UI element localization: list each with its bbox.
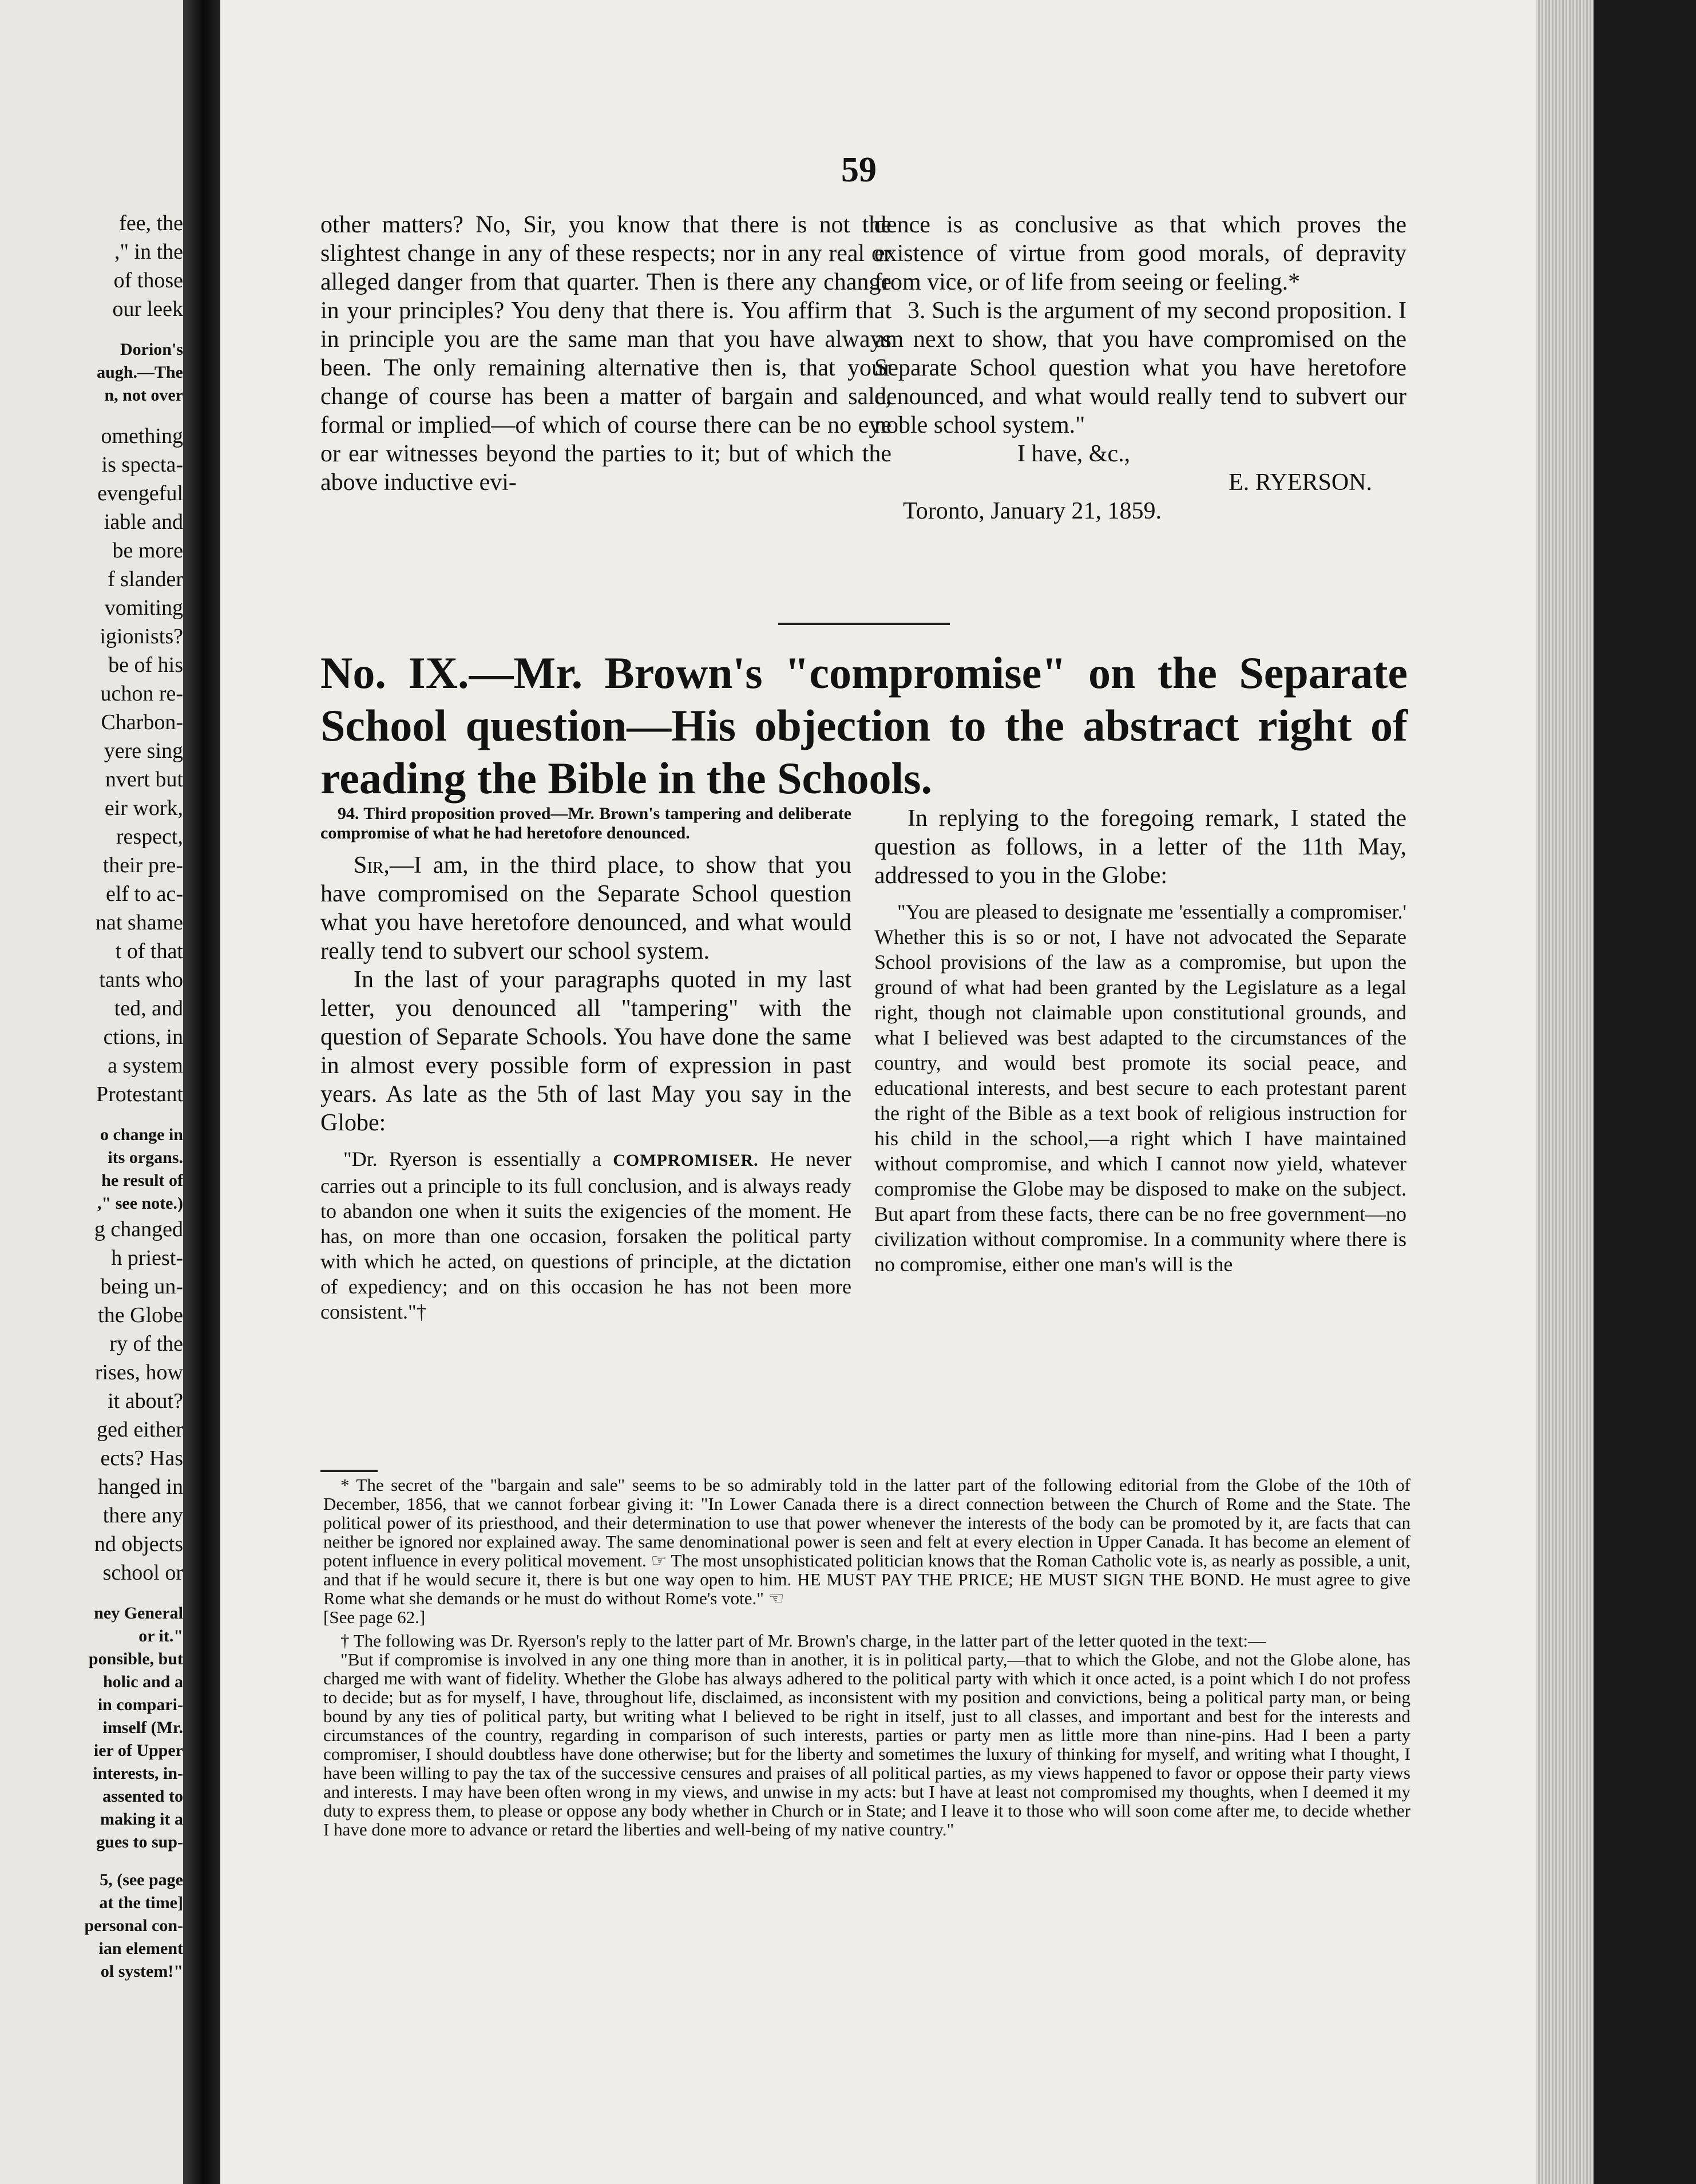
left-page-fragment: or it." <box>138 1627 183 1645</box>
left-page-fragment <box>0 1587 183 1602</box>
left-page-fragment: our leek <box>112 297 183 321</box>
left-page-fragment: ian element <box>98 1939 183 1958</box>
left-page-fragment: augh.—The <box>97 363 183 382</box>
left-page-fragment: ects? Has <box>100 1446 183 1470</box>
left-page-fragment: eir work, <box>104 796 183 820</box>
left-page-fragment: tants who <box>99 968 183 992</box>
left-page-fragment: assented to <box>102 1787 183 1806</box>
left-page-fragment: ry of the <box>109 1332 183 1356</box>
left-page-fragment: ged either <box>97 1418 183 1442</box>
globe-quote-start: "Dr. Ryerson is essentially a <box>343 1148 601 1170</box>
left-page-fragment: ," see note.) <box>97 1194 183 1213</box>
left-page-fragment: Protestant <box>96 1082 183 1106</box>
footnote-2-quote: "But if compromise is involved in any one thing more than in another, it is in political party,—that to which the Globe, and not the Globe alone, has charged me with want of fidelity. Whether the Globe has always adhered to the political party with which it once acted, is a point which I do not profess to decide; but as for myself, I have, throughout life, disclaimed, as inconsistent with my position and convictions, being a political party man, or being bound by any ties of political party, but writing what I believed to be right in itself, just to all classes, and important and best for the interests and circumstances of the country, regarding in comparison of such interests, parties or party men as little more than nine-pins. Had I been a party compromiser, I should doubtless have done otherwise; but for the liberty and sometimes the luxury of thinking for myself, and writing what I thought, I have been willing to pay the tax of the successive censures and praises of all political parties, as my views happened to favor or oppose their party views and interests. I may have been often wrong in my views, and unwise in my acts: but I have at least not compromised my thoughts, when I deemed it my duty to express them, to please or oppose any body whether in Church or in State; and I leave it to those who will soon come after me, to decide whether I have done more to advance or retard the liberties and well-being of my native country." <box>323 1649 1410 1839</box>
left-page-fragment: h priest- <box>111 1246 183 1270</box>
left-page-fragment <box>0 1109 183 1123</box>
reply-paragraph: In replying to the foregoing remark, I stated the question as follows, in a letter of the 11th May, addressed to you in the Globe: <box>874 805 1406 889</box>
closing: I have, &c., <box>1017 441 1131 467</box>
left-page-fragment: it about? <box>108 1389 183 1413</box>
top-right-paragraph-2: 3. Such is the argument of my second proposition. I am next to show, that you have compromised on the Separate School question what you have heretofore denounced, and what would really tend to subvert our noble school system." <box>874 298 1406 438</box>
compromiser-word: COMPROMISER. <box>613 1151 759 1170</box>
left-page-fragment: a system <box>108 1054 183 1078</box>
bottom-right-column <box>874 804 1406 1277</box>
left-page-fragment: iable and <box>104 510 183 534</box>
footnote-2: † The following was Dr. Ryerson's reply to the latter part of Mr. Brown's charge, in the latter part of the letter quoted in the text:— <box>340 1631 1266 1651</box>
left-page-fragment: at the time] <box>99 1893 183 1912</box>
left-page-fragment: rises, how <box>94 1360 183 1384</box>
left-page-fragment: nd objects <box>94 1532 183 1556</box>
left-page-fragment: 5, (see page <box>100 1870 183 1889</box>
left-page-fragment: hanged in <box>98 1475 183 1499</box>
left-page-fragment: uchon re- <box>100 682 183 706</box>
footnote-1: * The secret of the "bargain and sale" seems to be so admirably told in the latter part of the following editorial from the Globe of the 10th of December, 1856, that we cannot forbear giving it: "In Lower Canada there is a direct connection between the Church of Rome and the State. The political power of its priesthood, and their determination to use that power whenever the interests of the body can be promoted by it, are facts that can neither be ignored nor explained away. The same denominational power is seen and felt at every election in Upper Canada. It has become an element of potent influence in every political movement. ☞ The most unsophisticated politician knows that the Roman Catholic vote is, as nearly as possible, a unit, and that if he would secure it, there is but one way open to him. HE MUST PAY THE PRICE; HE MUST SIGN THE BOND. He must agree to give Rome what she demands or he must do without Rome's vote." ☜ <box>323 1475 1410 1608</box>
left-page-fragment: vomiting <box>104 596 183 620</box>
paragraph-1: —I am, in the third place, to show that you have compromised on the Separate School question what you have heretofore denounced, and what would really tend to subvert our school system. <box>320 852 851 964</box>
left-page-fragment: is specta- <box>101 453 183 477</box>
left-page-fragment: ted, and <box>114 996 183 1020</box>
left-page-fragment: ponsible, but <box>88 1649 183 1668</box>
left-page-fragment: imself (Mr. <box>102 1718 183 1737</box>
left-page-fragment: of those <box>113 268 183 292</box>
left-page-fragment: ctions, in <box>103 1025 183 1049</box>
bottom-left-column <box>320 804 851 1324</box>
left-page-fragment: ," in the <box>114 240 183 264</box>
left-page-fragment: interests, in- <box>93 1764 183 1783</box>
left-page-fragment: the Globe <box>98 1303 183 1327</box>
left-page-fragment: making it a <box>100 1810 183 1829</box>
left-page-fragment: there any <box>102 1504 183 1528</box>
left-page-fragment: holic and a <box>102 1672 183 1691</box>
paragraph-sir <box>320 851 851 966</box>
side-note: 94. Third proposition proved—Mr. Brown's tampering and deliberate compromise of what he had heretofore denounced. <box>320 804 851 842</box>
left-page-fragment: o change in <box>100 1125 183 1144</box>
paragraph-2: In the last of your paragraphs quoted in my last letter, you denounced all "tampering" with the question of Separate Schools. You have done the same in almost every possible form of expression in past years. As late as the 5th of last May you say in the Globe: <box>320 967 851 1136</box>
left-page-fragment: Charbon- <box>101 710 183 734</box>
page-number: 59 <box>841 151 877 189</box>
left-page-fragment <box>0 1854 183 1869</box>
left-page-fragment: evengeful <box>97 481 183 505</box>
left-page-edge <box>0 0 183 2184</box>
footnote-rule <box>320 1470 378 1472</box>
dateline: Toronto, January 21, 1859. <box>903 498 1162 524</box>
left-page-fragment: personal con- <box>84 1916 183 1935</box>
left-page-fragment: in compari- <box>97 1695 183 1714</box>
reply-quote: "You are pleased to designate me 'essentially a compromiser.' Whether this is so or not, I have not advocated the Separate School provisions of the law as a compromise, but upon the ground of what had been granted by the Legislature as a legal right, though not claimable upon constitutional grounds, and what I believed was best adapted to the circumstances of the country, and would best promote its social peace, and educational interests, and best secure to each protestant parent the right of the Bible as a text book of religious instruction for his child in the school,—a right which I have maintained without compromise, and which I cannot now yield, whatever compromise the Globe may be disposed to make on the subject. But apart from these facts, there can be no free government—no civilization without compromise. In a community where there is no compromise, either one man's will is the <box>874 900 1406 1276</box>
signature: E. RYERSON. <box>1229 469 1372 496</box>
footnote-1-reference: [See page 62.] <box>323 1607 426 1627</box>
footnotes <box>323 1475 1410 1839</box>
left-page-fragment: nat shame <box>95 911 183 935</box>
left-page-fragment: ney General <box>94 1604 183 1623</box>
left-page-fragment: their pre- <box>102 853 183 877</box>
salutation: Sir, <box>354 852 390 879</box>
book-gutter <box>183 0 223 2184</box>
left-page-fragment: be of his <box>108 653 183 677</box>
left-page-fragment: its organs. <box>108 1148 183 1167</box>
left-page-fragment: be more <box>112 539 183 563</box>
globe-quote-rest: He never carries out a principle to its full conclusion, and is always ready to abandon one when it suits the exigencies of the moment. He has, on more than one occasion, forsaken the political party with which he acted, on questions of principle, at the dictation of expediency; and on this occasion he has not been more consistent."† <box>320 1148 852 1323</box>
left-page-fragment: elf to ac- <box>105 882 183 906</box>
globe-quote <box>320 1146 851 1324</box>
left-page-fragment <box>0 407 183 422</box>
left-page-fragment: igionists? <box>100 624 183 648</box>
left-page-text-fragments <box>0 209 183 1983</box>
scan-background <box>1594 0 1696 2184</box>
top-right-paragraph-1: dence is as conclusive as that which proves the existence of virtue from good morals, of depravity from vice, or of life from seeing or feeling.* <box>874 212 1406 295</box>
left-page-fragment: nvert but <box>105 767 183 792</box>
left-page-fragment: respect, <box>116 825 183 849</box>
left-page-fragment: gues to sup- <box>96 1833 183 1851</box>
left-page-fragment: Dorion's <box>120 340 183 359</box>
left-page-fragment: being un- <box>100 1275 183 1299</box>
left-page-fragment <box>0 323 183 338</box>
left-page-fragment: ier of Upper <box>93 1741 183 1760</box>
top-right-column <box>874 211 1406 525</box>
top-left-paragraph: other matters? No, Sir, you know that there is not the slightest change in any of these respects; nor in any real or alleged danger from that quarter. Then is there any change in your principles? You deny that there is. You affirm that in principle you are the same man that you have always been. The only remaining alternative then is, that your change of course has been a matter of bargain and sale, formal or implied—of which of course there can be no eye or ear witnesses beyond the parties to it; but of which the above inductive evi- <box>320 212 891 496</box>
left-page-fragment: t of that <box>115 939 183 963</box>
left-page-fragment: omething <box>101 424 183 448</box>
top-left-column <box>320 211 891 497</box>
page-edges <box>1536 0 1594 2184</box>
left-page-fragment: yere sing <box>104 739 183 763</box>
left-page-fragment: school or <box>102 1561 183 1585</box>
left-page-fragment: fee, the <box>119 211 183 235</box>
section-rule <box>778 623 950 625</box>
left-page-fragment: he result of <box>101 1171 183 1190</box>
left-page-fragment: ol system!" <box>100 1962 183 1981</box>
left-page-fragment: f slander <box>108 567 183 591</box>
left-page-fragment: g changed <box>94 1217 183 1241</box>
left-page-fragment: n, not over <box>104 386 183 405</box>
section-heading: No. IX.—Mr. Brown's "compromise" on the Separate School question—His objection to the abstract right of reading the Bible in the Schools. <box>320 648 1408 803</box>
